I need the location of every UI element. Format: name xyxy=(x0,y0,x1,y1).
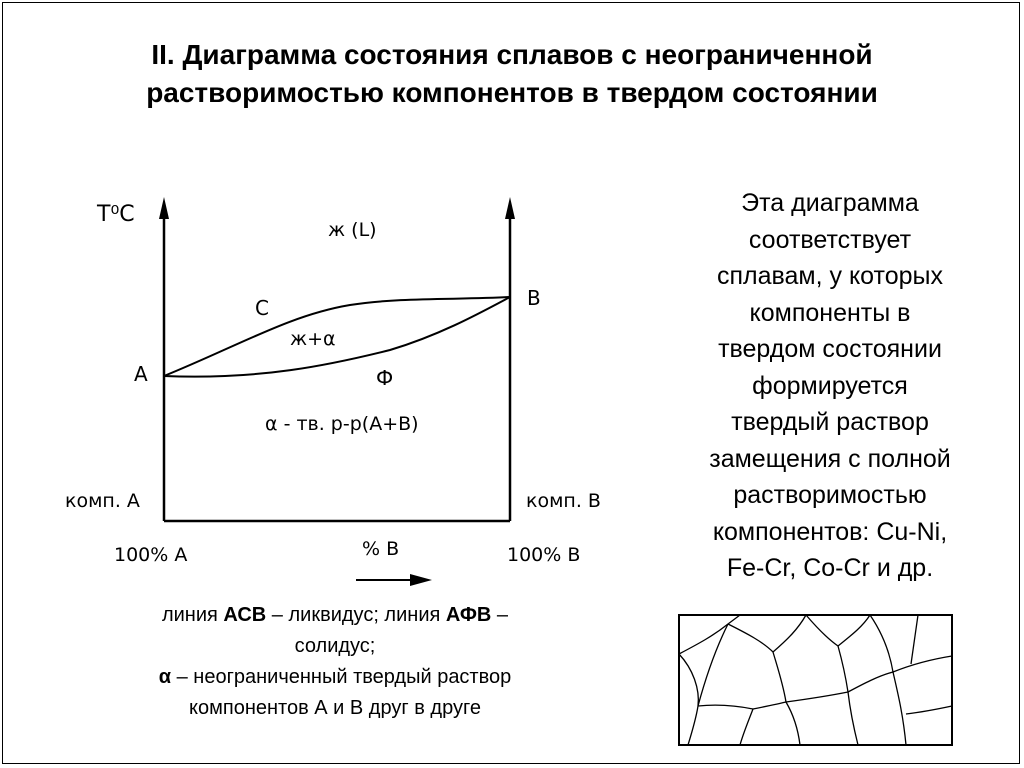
caption-line-1 xyxy=(70,600,600,631)
component-a-label: комп. А xyxy=(65,490,140,512)
slide-title xyxy=(0,36,1024,112)
microstructure-image xyxy=(678,614,953,746)
temperature-axis-label: T⁰C xyxy=(97,202,135,227)
description-line: твердый раствор xyxy=(731,408,929,436)
caption-line-2: солидус; xyxy=(294,635,376,657)
description-line: Fe-Cr, Co-Cr и др. xyxy=(726,554,934,582)
description-line: компоненты в xyxy=(749,298,911,327)
description-line: растворимостью xyxy=(733,481,927,509)
description-line: формируется xyxy=(752,371,908,400)
description-line: замещения с полной xyxy=(709,444,951,473)
caption-solidus-name: АФВ xyxy=(445,604,492,626)
region-two-phase-label: ж+α xyxy=(290,328,336,350)
percent-a-label: 100% А xyxy=(114,544,188,566)
region-solid-label: α - тв. р-р(А+В) xyxy=(265,413,419,435)
description-line: Эта диаграмма xyxy=(741,189,919,217)
caption-liquidus-name: АСВ xyxy=(223,604,267,626)
percent-b-axis-label: % В xyxy=(362,538,400,560)
caption-text: – ликвидус; линия xyxy=(266,604,446,626)
title-line-1: II. Диаграмма состояния сплавов с неограниченной xyxy=(151,39,873,70)
solidus-line xyxy=(164,297,510,377)
region-liquid-label: ж (L) xyxy=(328,219,377,241)
description-text xyxy=(655,185,1005,587)
caption-line-4: компонентов А и В друг в друге xyxy=(189,697,481,719)
caption-text: – xyxy=(491,604,509,626)
caption-text: линия xyxy=(161,604,224,626)
point-b-label: В xyxy=(527,286,541,310)
description-line: твердом состоянии xyxy=(718,335,942,363)
percent-b-full-label: 100% В xyxy=(507,544,581,566)
composition-arrow-icon xyxy=(410,574,432,586)
liquidus-line xyxy=(164,297,510,376)
diagram-caption xyxy=(70,600,600,724)
description-line: компонентов: Cu-Ni, xyxy=(712,517,948,546)
right-axis-arrow-icon xyxy=(505,197,515,219)
description-line: сплавам, у которых xyxy=(717,262,943,290)
description-line: соответствует xyxy=(748,225,912,254)
phase-diagram xyxy=(60,185,640,600)
caption-line-3 xyxy=(70,662,600,693)
title-line-2: растворимостью компонентов в твердом состоянии xyxy=(146,77,878,108)
left-axis-arrow-icon xyxy=(159,197,169,219)
point-c-label: С xyxy=(255,296,269,320)
caption-alpha-symbol: α xyxy=(158,666,172,688)
point-f-label: Ф xyxy=(376,366,394,390)
point-a-label: А xyxy=(134,362,148,386)
component-b-label: комп. В xyxy=(526,490,601,512)
caption-text: – неограниченный твердый раствор xyxy=(171,666,512,688)
